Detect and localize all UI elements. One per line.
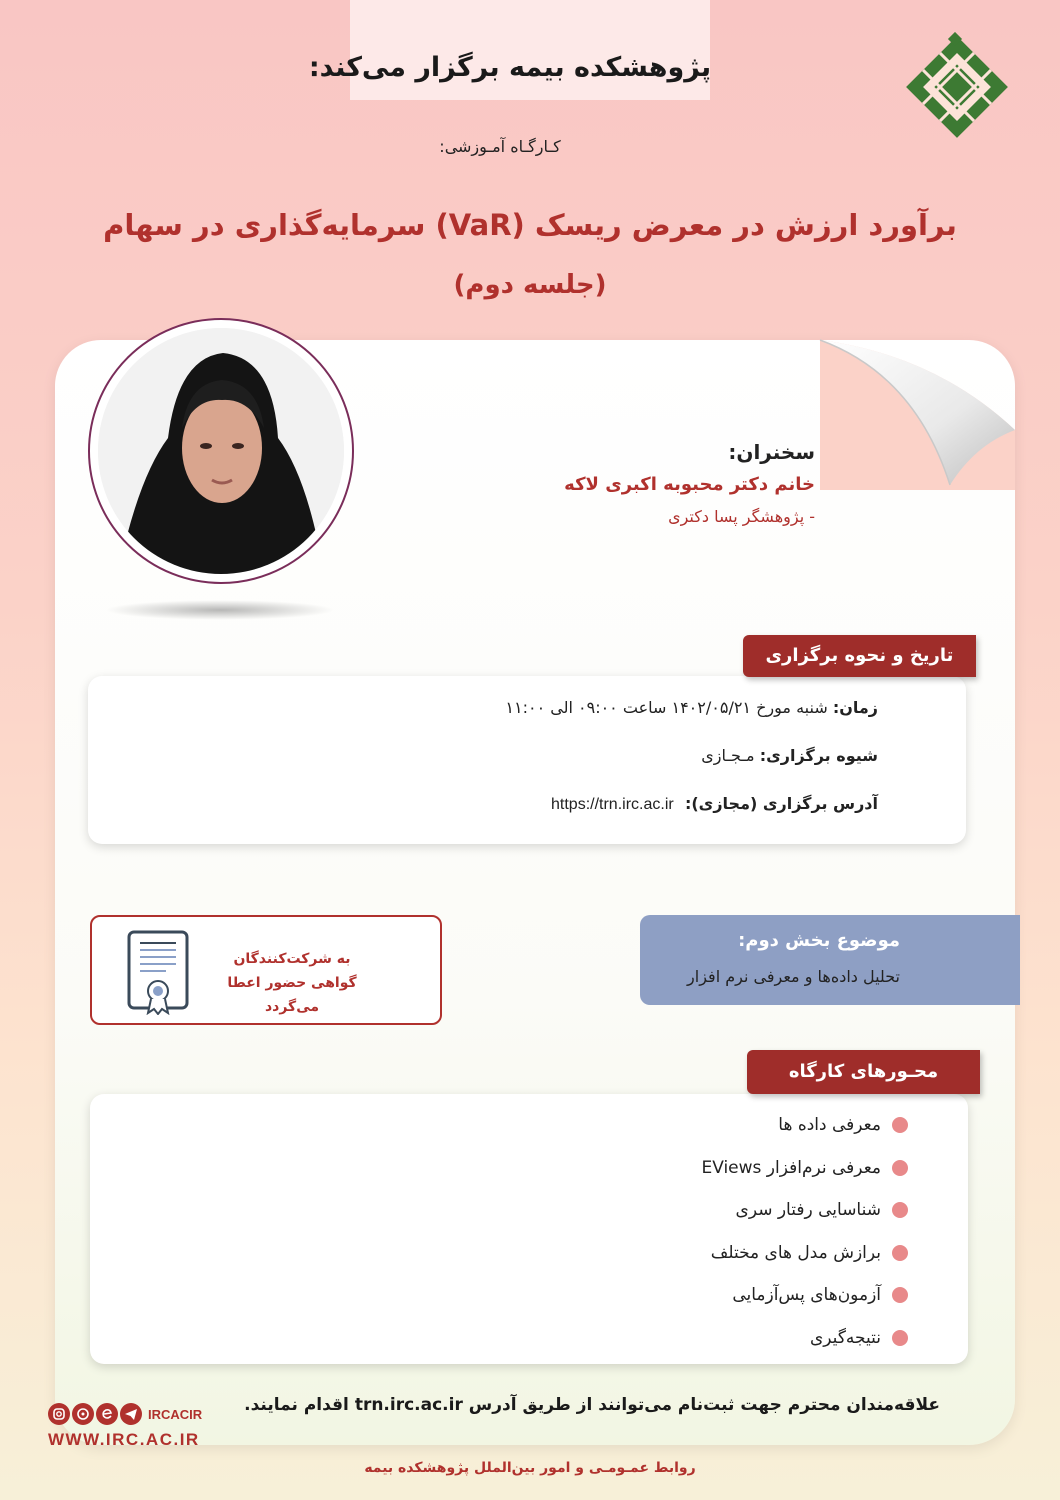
certificate-text <box>202 947 382 1019</box>
speaker-heading: سخنران: <box>728 440 815 464</box>
bullet-icon <box>892 1160 908 1176</box>
certificate-line-1: به شرکت‌کنندگان <box>233 951 351 967</box>
footer-text: روابط عمـومـی و امور بین‌الملل پژوهشکده بیمه <box>364 1460 696 1476</box>
time-line <box>505 698 878 717</box>
workshop-title: برآورد ارزش در معرض ریسک (VaR) سرمایه‌گذاری در سهام <box>103 208 957 242</box>
bullet-icon <box>892 1245 908 1261</box>
instagram-icon[interactable] <box>48 1403 70 1425</box>
schedule-tab: تاریخ و نحوه برگزاری <box>743 635 976 677</box>
list-item: معرفی نرم‌افزار EViews <box>701 1151 908 1194</box>
list-item: معرفی داده ها <box>701 1108 908 1151</box>
avatar-shadow <box>105 600 335 620</box>
bullet-icon <box>892 1287 908 1303</box>
time-value: شنبه مورخ ۱۴۰۲/۰۵/۲۱ ساعت ۰۹:۰۰ الی ۱۱:۰۰ <box>505 698 828 717</box>
speaker-block <box>440 440 815 526</box>
certificate-line-2: گواهی حضور اعطا می‌گردد <box>227 975 357 1015</box>
social-handle[interactable]: IRCACIR <box>148 1406 203 1422</box>
header-title: پژوهشکده بیمه برگزار می‌کند: <box>308 52 712 83</box>
certificate-icon <box>126 929 190 1015</box>
eitaa-icon[interactable] <box>96 1403 118 1425</box>
address-link[interactable]: https://trn.irc.ac.ir <box>551 796 674 813</box>
list-item: شناسایی رفتار سری <box>701 1193 908 1236</box>
speaker-photo <box>98 328 344 574</box>
logo-icon <box>905 32 1010 177</box>
social-links <box>48 1403 208 1427</box>
certificate-box <box>90 915 442 1025</box>
bullet-icon <box>892 1202 908 1218</box>
list-item: نتیجه‌گیری <box>701 1321 908 1364</box>
list-item: آزمون‌های پس‌آزمایی <box>701 1278 908 1321</box>
schedule-card <box>88 676 966 844</box>
topic-heading: موضوع بخش دوم: <box>738 930 900 951</box>
axes-list <box>701 1108 908 1363</box>
register-text: علاقه‌مندان محترم جهت ثبت‌نام می‌توانند از طریق آدرس trn.irc.ac.ir اقدام نمایند. <box>244 1395 940 1415</box>
header-panel <box>350 0 710 100</box>
session-title: (جلسه دوم) <box>453 270 607 300</box>
mode-value: مـجـازی <box>701 746 755 765</box>
mode-line <box>701 746 878 765</box>
page-curl <box>815 335 1020 490</box>
bullet-icon <box>892 1330 908 1346</box>
axes-card <box>90 1094 968 1364</box>
list-item: برازش مدل های مختلف <box>701 1236 908 1279</box>
telegram-icon[interactable] <box>120 1403 142 1425</box>
speaker-name: خانم دکتر محبوبه اکبری لاکه <box>564 474 815 495</box>
topic-text: تحلیل داده‌ها و معرفی نرم افزار <box>687 967 900 986</box>
mode-label: شیوه برگزاری: <box>759 746 878 765</box>
workshop-label: کـارگـاه آمـوزشی: <box>439 137 561 156</box>
address-line <box>685 794 878 813</box>
aparat-icon[interactable] <box>72 1403 94 1425</box>
website-link[interactable]: WWW.IRC.AC.IR <box>48 1430 200 1449</box>
axes-tab: محـورهای کارگاه <box>747 1050 980 1094</box>
topic-box <box>640 915 1020 1005</box>
time-label: زمان: <box>832 698 878 717</box>
speaker-role: - پژوهشگر پسا دکتری <box>668 507 815 526</box>
address-label: آدرس برگزاری (مجازی): <box>684 794 878 813</box>
bullet-icon <box>892 1117 908 1133</box>
